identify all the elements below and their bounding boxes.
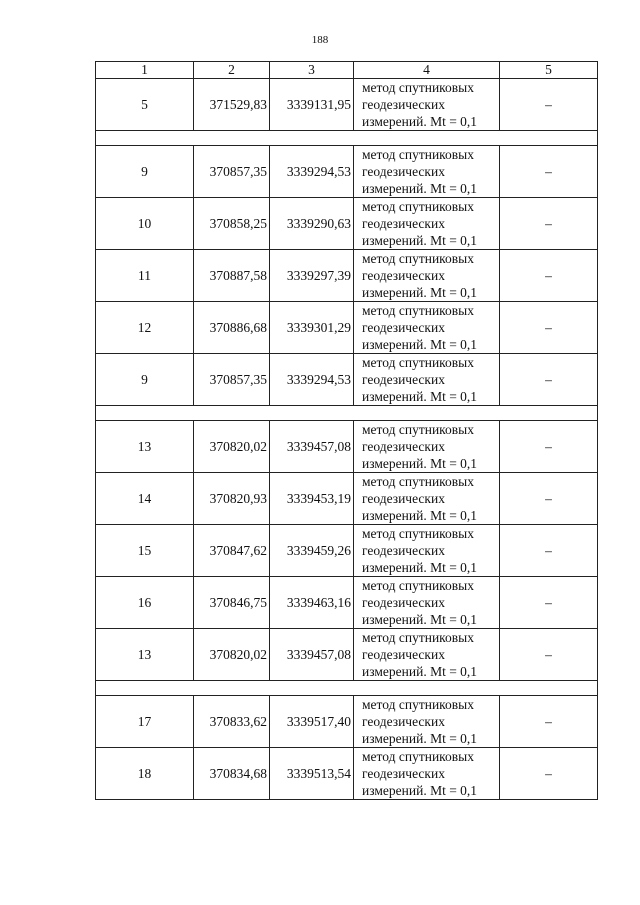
method-line: метод спутниковых (362, 422, 474, 437)
method-line: измерений. Mt = 0,1 (362, 337, 478, 352)
y-coordinate-cell: 3339294,53 (270, 146, 354, 198)
error-cell: – (500, 748, 598, 800)
method-line: метод спутниковых (362, 578, 474, 593)
point-number-cell: 13 (96, 421, 194, 473)
x-coordinate-cell: 370847,62 (194, 525, 270, 577)
point-number-cell: 16 (96, 577, 194, 629)
point-number-cell: 9 (96, 354, 194, 406)
method-cell (354, 198, 500, 250)
method-line: измерений. Mt = 0,1 (362, 783, 478, 798)
method-cell (354, 354, 500, 406)
separator-cell (96, 131, 598, 146)
coordinates-table (95, 61, 598, 800)
separator-cell (96, 406, 598, 421)
y-coordinate-cell: 3339459,26 (270, 525, 354, 577)
table-row (96, 696, 598, 748)
method-line: измерений. Mt = 0,1 (362, 560, 478, 575)
method-line: измерений. Mt = 0,1 (362, 233, 478, 248)
table-row (96, 748, 598, 800)
method-line: геодезических (362, 491, 445, 506)
x-coordinate-cell: 370858,25 (194, 198, 270, 250)
table-row (96, 302, 598, 354)
x-coordinate-cell: 370833,62 (194, 696, 270, 748)
table-row (96, 577, 598, 629)
page-number: 188 (311, 34, 329, 46)
x-coordinate-cell: 371529,83 (194, 79, 270, 131)
method-line: метод спутниковых (362, 474, 474, 489)
y-coordinate-cell: 3339453,19 (270, 473, 354, 525)
method-line: метод спутниковых (362, 697, 474, 712)
method-cell (354, 696, 500, 748)
error-cell: – (500, 577, 598, 629)
table-row (96, 146, 598, 198)
column-header: 3 (270, 62, 354, 79)
x-coordinate-cell: 370857,35 (194, 354, 270, 406)
point-number-cell: 11 (96, 250, 194, 302)
separator-row (96, 406, 598, 421)
error-cell: – (500, 473, 598, 525)
method-line: метод спутниковых (362, 147, 474, 162)
column-header: 2 (194, 62, 270, 79)
separator-row (96, 131, 598, 146)
method-cell (354, 525, 500, 577)
method-cell (354, 629, 500, 681)
y-coordinate-cell: 3339457,08 (270, 421, 354, 473)
x-coordinate-cell: 370820,02 (194, 421, 270, 473)
y-coordinate-cell: 3339517,40 (270, 696, 354, 748)
error-cell: – (500, 354, 598, 406)
table-row (96, 79, 598, 131)
method-line: измерений. Mt = 0,1 (362, 508, 478, 523)
error-cell: – (500, 629, 598, 681)
y-coordinate-cell: 3339297,39 (270, 250, 354, 302)
method-cell (354, 421, 500, 473)
method-cell (354, 146, 500, 198)
method-line: геодезических (362, 164, 445, 179)
error-cell: – (500, 421, 598, 473)
error-cell: – (500, 79, 598, 131)
column-header: 5 (500, 62, 598, 79)
method-line: метод спутниковых (362, 303, 474, 318)
method-line: геодезических (362, 595, 445, 610)
y-coordinate-cell: 3339294,53 (270, 354, 354, 406)
table-row (96, 473, 598, 525)
y-coordinate-cell: 3339513,54 (270, 748, 354, 800)
y-coordinate-cell: 3339301,29 (270, 302, 354, 354)
table-row (96, 198, 598, 250)
method-line: метод спутниковых (362, 80, 474, 95)
y-coordinate-cell: 3339463,16 (270, 577, 354, 629)
method-line: измерений. Mt = 0,1 (362, 612, 478, 627)
method-line: измерений. Mt = 0,1 (362, 389, 478, 404)
column-header: 1 (96, 62, 194, 79)
x-coordinate-cell: 370820,02 (194, 629, 270, 681)
method-line: геодезических (362, 543, 445, 558)
point-number-cell: 5 (96, 79, 194, 131)
point-number-cell: 18 (96, 748, 194, 800)
separator-row (96, 681, 598, 696)
method-line: геодезических (362, 216, 445, 231)
method-cell (354, 302, 500, 354)
y-coordinate-cell: 3339457,08 (270, 629, 354, 681)
point-number-cell: 13 (96, 629, 194, 681)
method-line: геодезических (362, 439, 445, 454)
table-row (96, 250, 598, 302)
method-line: метод спутниковых (362, 199, 474, 214)
column-header: 4 (354, 62, 500, 79)
method-line: измерений. Mt = 0,1 (362, 114, 478, 129)
method-cell (354, 577, 500, 629)
table-header-row (96, 62, 598, 79)
point-number-cell: 17 (96, 696, 194, 748)
point-number-cell: 12 (96, 302, 194, 354)
x-coordinate-cell: 370846,75 (194, 577, 270, 629)
method-cell (354, 79, 500, 131)
error-cell: – (500, 696, 598, 748)
method-line: геодезических (362, 268, 445, 283)
error-cell: – (500, 250, 598, 302)
point-number-cell: 10 (96, 198, 194, 250)
table-row (96, 421, 598, 473)
error-cell: – (500, 146, 598, 198)
x-coordinate-cell: 370886,68 (194, 302, 270, 354)
separator-cell (96, 681, 598, 696)
method-line: геодезических (362, 320, 445, 335)
method-line: измерений. Mt = 0,1 (362, 456, 478, 471)
error-cell: – (500, 525, 598, 577)
method-line: геодезических (362, 97, 445, 112)
error-cell: – (500, 198, 598, 250)
y-coordinate-cell: 3339290,63 (270, 198, 354, 250)
method-line: метод спутниковых (362, 630, 474, 645)
method-line: метод спутниковых (362, 526, 474, 541)
method-cell (354, 748, 500, 800)
method-line: геодезических (362, 714, 445, 729)
method-line: геодезических (362, 647, 445, 662)
x-coordinate-cell: 370834,68 (194, 748, 270, 800)
method-cell (354, 473, 500, 525)
error-cell: – (500, 302, 598, 354)
table-row (96, 629, 598, 681)
method-line: метод спутниковых (362, 749, 474, 764)
method-line: измерений. Mt = 0,1 (362, 181, 478, 196)
x-coordinate-cell: 370820,93 (194, 473, 270, 525)
table-row (96, 354, 598, 406)
x-coordinate-cell: 370887,58 (194, 250, 270, 302)
table-row (96, 525, 598, 577)
method-line: измерений. Mt = 0,1 (362, 285, 478, 300)
method-line: метод спутниковых (362, 355, 474, 370)
x-coordinate-cell: 370857,35 (194, 146, 270, 198)
method-line: геодезических (362, 372, 445, 387)
point-number-cell: 15 (96, 525, 194, 577)
method-cell (354, 250, 500, 302)
point-number-cell: 14 (96, 473, 194, 525)
method-line: геодезических (362, 766, 445, 781)
method-line: измерений. Mt = 0,1 (362, 731, 478, 746)
y-coordinate-cell: 3339131,95 (270, 79, 354, 131)
point-number-cell: 9 (96, 146, 194, 198)
method-line: измерений. Mt = 0,1 (362, 664, 478, 679)
method-line: метод спутниковых (362, 251, 474, 266)
